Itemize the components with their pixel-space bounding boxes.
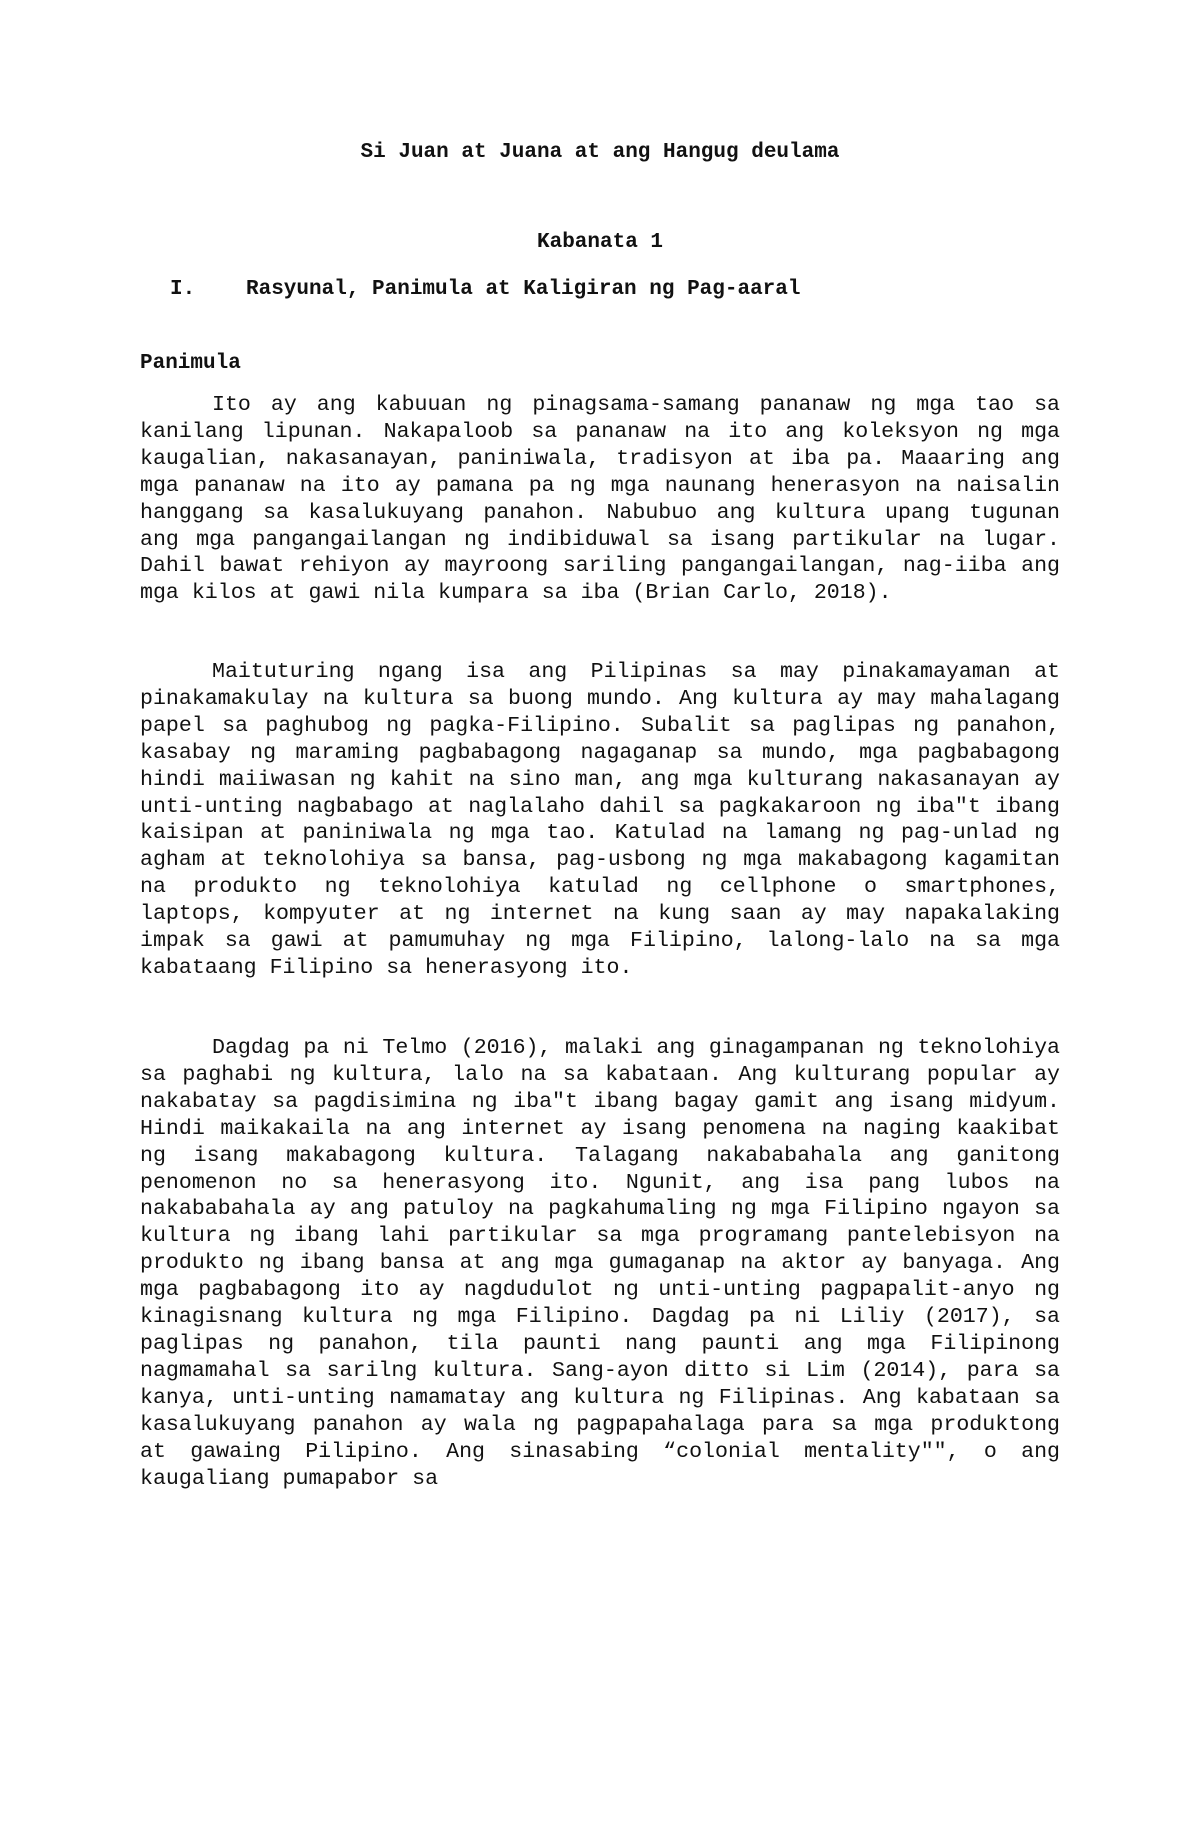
- paragraph-1: Ito ay ang kabuuan ng pinagsama-samang pananaw ng mga tao sa kanilang lipunan. Nakapaloob sa pananaw na ito ang koleksyon ng mga kaugalian, nakasanayan, paniniwala, tradisyon at iba pa. Maaaring ang mga pananaw na ito ay pamana pa ng mga naunang henerasyon na naisalin hanggang sa kasalukuyang panahon. Nabubuo ang kultura upang tugunan ang mga pangangailangan ng indibiduwal sa isang partikular na lugar. Dahil bawat rehiyon ay mayroong sariling pangangailangan, nag-iiba ang mga kilos at gawi nila kumpara sa iba (Brian Carlo, 2018).: [140, 393, 1060, 606]
- paragraph-3: Dagdag pa ni Telmo (2016), malaki ang ginagampanan ng teknolohiya sa paghabi ng kultura, lalo na sa kabataan. Ang kulturang popular ay nakabatay sa pagdisimina ng iba"t ibang bagay gamit ang isang midyum. Hindi maikakaila na ang internet ay isang penomena na naging kaakibat ng isang makabagong kultura. Talagang nakababahala ang ganitong penomenon no sa henerasyong ito. Ngunit, ang isa pang lubos na nakababahala ay ang patuloy na pagkahumaling ng mga Filipino ngayon sa kultura ng ibang lahi partikular sa mga programang pantelebisyon na produkto ng ibang bansa at ang mga gumaganap na aktor ay banyaga. Ang mga pagbabagong ito ay nagdudulot ng unti-unting pagpapalit-anyo ng kinagisnang kultura ng mga Filipino. Dagdag pa ni Liliy (2017), sa paglipas ng panahon, tila paunti nang paunti ang mga Filipinong nagmamahal sa sarilng kultura. Sang-ayon ditto si Lim (2014), para sa kanya, unti-unting namamatay ang kultura ng Filipinas. Ang kabataan sa kasalukuyang panahon ay wala ng pagpapahalaga para sa mga produktong at gawaing Pilipino. Ang sinasabing “colonial mentality"", o ang kaugaliang pumapabor sa: [140, 1036, 1060, 1491]
- section-number: I.: [170, 278, 196, 301]
- subheading-panimula: Panimula: [140, 352, 241, 375]
- document-title: Si Juan at Juana at ang Hangug deulama: [360, 141, 840, 164]
- chapter-heading: Kabanata 1: [536, 231, 664, 254]
- paragraph-2: Maituturing ngang isa ang Pilipinas sa may pinakamayaman at pinakamakulay na kultura sa buong mundo. Ang kultura ay may mahalagang papel sa paghubog ng pagka-Filipino. Subalit sa paglipas ng panahon, kasabay ng maraming pagbabagong nagaganap sa mundo, mga pagbabagong hindi maiiwasan ng kahit na sino man, ang mga kulturang nakasanayan ay unti-unting nagbabago at naglalaho dahil sa pagkakaroon ng iba"t ibang kaisipan at paniniwala ng mga tao. Katulad na lamang ng pag-unlad ng agham at teknolohiya sa bansa, pag-usbong ng mga makabagong kagamitan na produkto ng teknolohiya katulad ng cellphone o smartphones, laptops, kompyuter at ng internet na kung saan ay may napakalaking impak sa gawi at pamumuhay ng mga Filipino, lalong-lalo na sa mga kabataang Filipino sa henerasyong ito.: [140, 660, 1060, 980]
- section-title: Rasyunal, Panimula at Kaligiran ng Pag-aaral: [246, 278, 801, 301]
